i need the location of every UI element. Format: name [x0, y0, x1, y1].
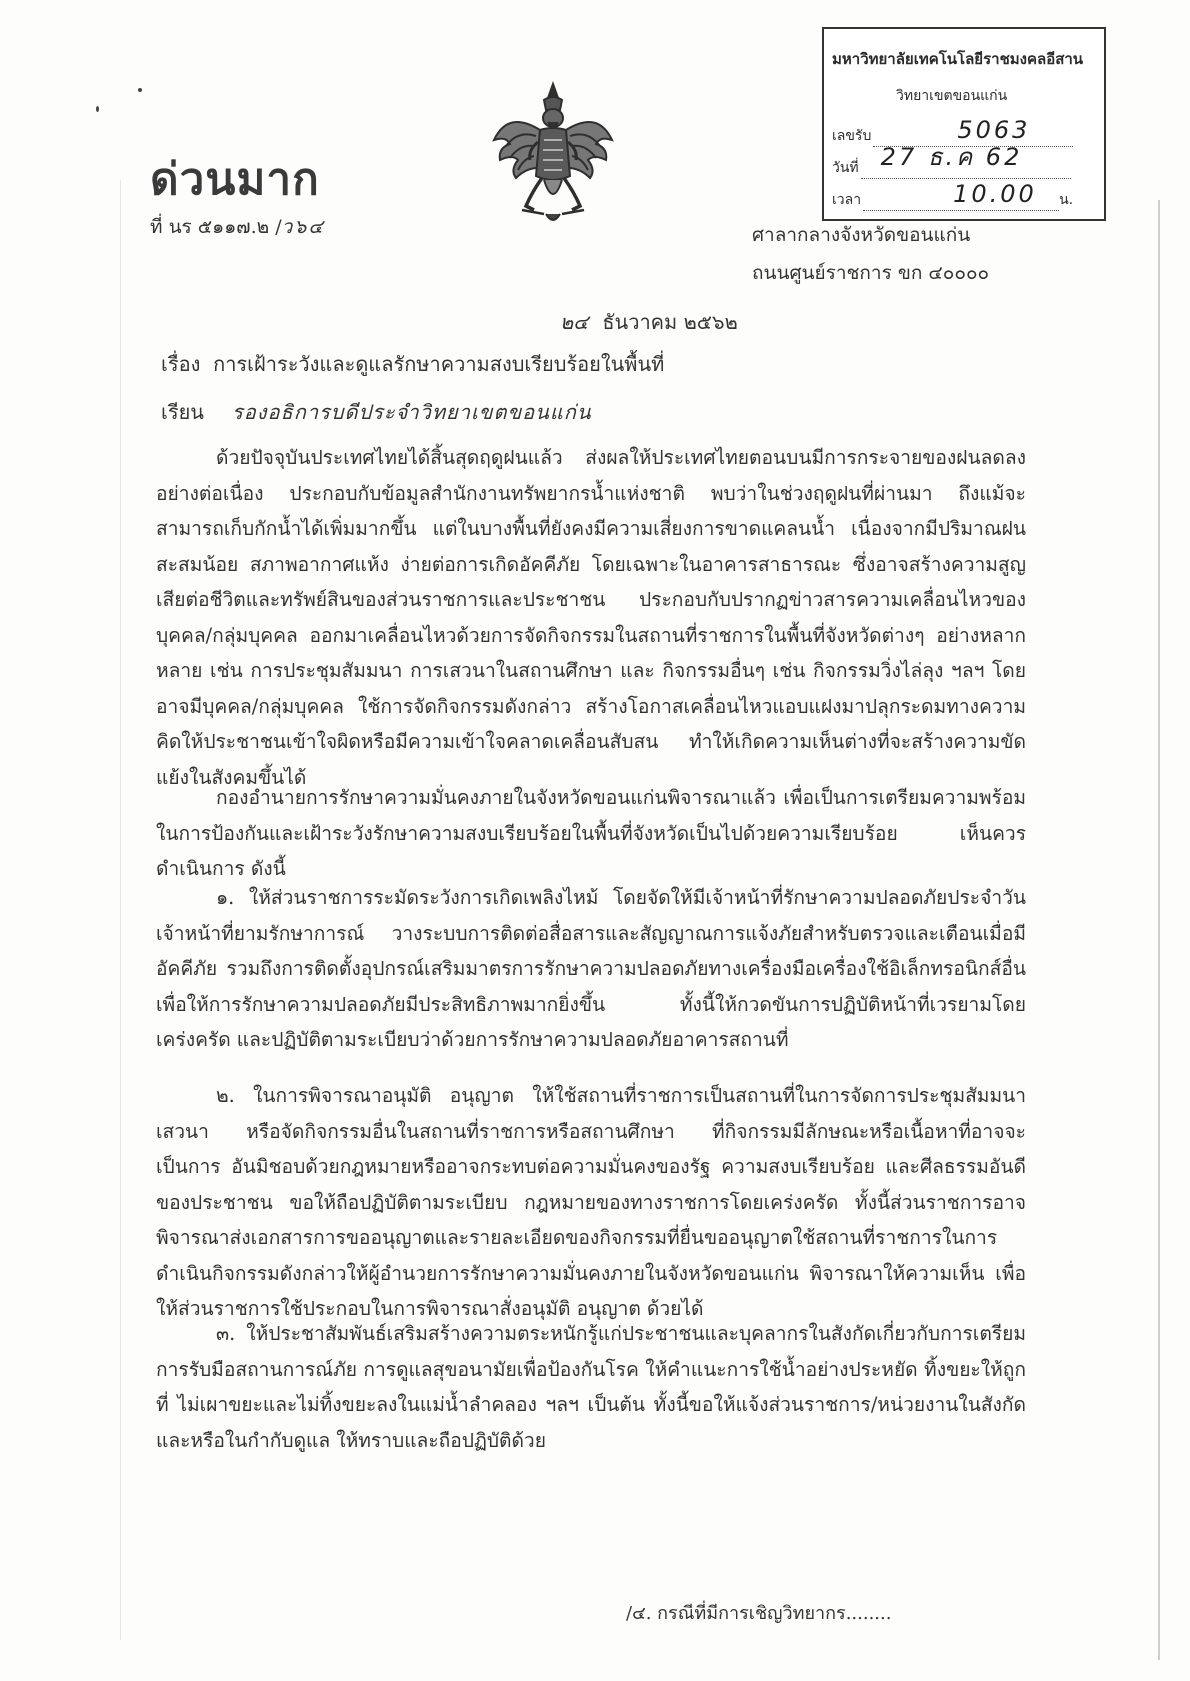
- scan-speck: [138, 88, 142, 92]
- address-line-1: ศาลากลางจังหวัดขอนแก่น: [752, 224, 971, 246]
- stamp-date-field: [861, 143, 1071, 179]
- body-paragraph-4: ๒. ในการพิจารณาอนุมัติ อนุญาต ให้ใช้สถานที่ราชการเป็นสถานที่ในการจัดการประชุมสัมมนา เสวนา หรือจัดกิจกรรมอื่นในสถานที่ราชการหรือสถานศึกษา ที่กิจกรรมมีลักษณะหรือเนื้อหาที่อาจจะเป็นการ อันมิชอบด้วยกฎหมายหรืออาจกระทบต่อความมั่นคงของรัฐ ความสงบเรียบร้อย และศีลธรรมอันดีของประชาชน ขอให้ถือปฏิบัติตามระเบียบ กฎหมายของทางราชการโดยเคร่งครัด ทั้งนี้ส่วนราชการอาจพิจารณาส่งเอกสารการขออนุญาตและรายละเอียดของกิจกรรมที่ยื่นขออนุญาตใช้สถานที่ราชการในการดำเนินกิจกรรมดังกล่าวให้ผู้อำนวยการรักษาความมั่นคงภายในจังหวัดขอนแก่น พิจารณาให้ความเห็น เพื่อให้ส่วนราชการใช้ประกอบในการพิจารณาสั่งอนุมัติ อนุญาต ด้วยได้: [156, 1084, 1026, 1320]
- urgency-label: ด่วนมาก: [150, 154, 320, 205]
- stamp-time-field: [863, 180, 1059, 211]
- document-number-label: ที่ นร ๕๑๑๗.๒ /: [150, 216, 282, 238]
- document-number-handwritten: ว๖๔: [281, 216, 325, 238]
- scan-edge-right: [1158, 200, 1160, 1660]
- date-month-year: ธันวาคม ๒๕๖๒: [602, 310, 738, 334]
- body-paragraph-1: ด้วยปัจจุบันประเทศไทยได้สิ้นสุดฤดูฝนแล้ว ส่งผลให้ประเทศไทยตอนบนมีการกระจายของฝนลดลงอย่างต่อเนื่อง ประกอบกับข้อมูลสำนักงานทรัพยากรน้ำแห่งชาติ พบว่าในช่วงฤดูฝนที่ผ่านมา ถึงแม้จะสามารถเก็บกักน้ำได้เพิ่มมากขึ้น แต่ในบางพื้นที่ยังคงมีความเสี่ยงการขาดแคลนน้ำ เนื่องจากมีปริมาณฝนสะสมน้อย สภาพอากาศแห้ง ง่ายต่อการเกิดอัคคีภัย โดยเฉพาะในอาคารสาธารณะ ซึ่งอาจสร้างความสูญเสียต่อชีวิตและทรัพย์สินของส่วนราชการและประชาชน ประกอบกับปรากฏข่าวสารความเคลื่อนไหวของบุคคล/กลุ่มบุคคล ออกมาเคลื่อนไหวด้วยการจัดกิจกรรมในสถานที่ราชการในพื้นที่จังหวัดต่างๆ อย่างหลากหลาย เช่น การประชุมสัมมนา การเสวนาในสถานศึกษา และ กิจกรรมอื่นๆ เช่น กิจกรรมวิ่งไล่ลุง ฯลฯ โดยอาจมีบุคคล/กลุ่มบุคคล ใช้การจัดกิจกรรมดังกล่าว สร้างโอกาสเคลื่อนไหวแอบแฝงมาปลุกระดมทางความคิดให้ประชาชนเข้าใจผิดหรือมีความเข้าใจคลาดเคลื่อนสับสน ทำให้เกิดความเห็นต่างที่จะสร้างความขัดแย้งในสังคมขึ้นได้: [156, 446, 1026, 789]
- recipient-line: [161, 396, 592, 428]
- recipient-handwritten: รองอธิการบดีประจำวิทยาเขตขอนแก่น: [231, 400, 592, 424]
- body-paragraph-3: ๑. ให้ส่วนราชการระมัดระวังการเกิดเพลิงไหม้ โดยจัดให้มีเจ้าหน้าที่รักษาความปลอดภัยประจำวัน เจ้าหน้าที่ยามรักษาการณ์ วางระบบการติดต่อสื่อสารและสัญญาณการแจ้งภัยสำหรับตรวจและเตือนเมื่อมีอัคคีภัย รวมถึงการติดตั้งอุปกรณ์เสริมมาตรการรักษาความปลอดภัยทางเครื่องมือเครื่องใช้อิเล็กทรอนิกส์อื่น เพื่อให้การรักษาความปลอดภัยมีประสิทธิภาพมากยิ่งขึ้น ทั้งนี้ให้กวดขันการปฏิบัติหน้าที่เวรยามโดยเคร่งครัด และปฏิบัติตามระเบียบว่าด้วยการรักษาความปลอดภัยอาคารสถานที่: [156, 886, 1026, 1051]
- garuda-emblem-icon: [488, 80, 618, 230]
- continuation-note: /๔. กรณีที่มีการเชิญวิทยากร........: [626, 1603, 892, 1624]
- recipient-label: เรียน: [161, 400, 204, 424]
- stamp-date-label: วันที่: [832, 160, 859, 176]
- stamp-date-value: 27 ธ.ค 62: [880, 143, 1023, 171]
- stamp-time-row: [832, 180, 1074, 211]
- stamp-time-value: 10.00: [953, 180, 1037, 208]
- stamp-receipt-value: 5063: [957, 116, 1031, 144]
- document-number: [150, 212, 325, 242]
- address-line-2: ถนนศูนย์ราชการ ขก ๔๐๐๐๐: [752, 262, 990, 284]
- scan-speck: [96, 106, 99, 112]
- body-paragraph-2: กองอำนายการรักษาความมั่นคงภายในจังหวัดขอนแก่นพิจารณาแล้ว เพื่อเป็นการเตรียมความพร้อมในการป้องกันและเฝ้าระวังรักษาความสงบเรียบร้อยในพื้นที่จังหวัดเป็นไปด้วยความเรียบร้อย เห็นควรดำเนินการ ดังนี้: [156, 786, 1026, 880]
- body-paragraph-5: ๓. ให้ประชาสัมพันธ์เสริมสร้างความตระหนักรู้แก่ประชาชนและบุคลากรในสังกัดเกี่ยวกับการเตรียมการรับมือสถานการณ์ภัย การดูแลสุขอนามัยเพื่อป้องกันโรค ให้คำแนะการใช้น้ำอย่างประหยัด ทิ้งขยะให้ถูกที่ ไม่เผาขยะและไม่ทิ้งขยะลงในแม่น้ำลำคลอง ฯลฯ เป็นต้น ทั้งนี้ขอให้แจ้งส่วนราชการ/หน่วยงานในสังกัด และหรือในกำกับดูแล ให้ทราบและถือปฏิบัติด้วย: [156, 1322, 1026, 1452]
- subject-line: [161, 348, 664, 380]
- stamp-receipt-label: เลขรับ: [832, 128, 872, 144]
- stamp-date-row: [832, 143, 1071, 179]
- date-day-handwritten: ๒๔: [560, 310, 589, 334]
- stamp-organization: มหาวิทยาลัยเทคโนโลยีราชมงคลอีสาน: [832, 50, 1084, 68]
- scan-edge-left: [120, 180, 121, 1640]
- stamp-time-unit: น.: [1059, 192, 1074, 208]
- stamp-campus: วิทยาเขตขอนแก่น: [896, 88, 1008, 104]
- stamp-time-label: เวลา: [832, 192, 862, 208]
- subject-label: เรื่อง: [161, 352, 201, 376]
- subject-text: การเฝ้าระวังและดูแลรักษาความสงบเรียบร้อยในพื้นที่: [213, 352, 665, 376]
- document-date: [560, 306, 738, 338]
- receipt-stamp: [822, 27, 1106, 221]
